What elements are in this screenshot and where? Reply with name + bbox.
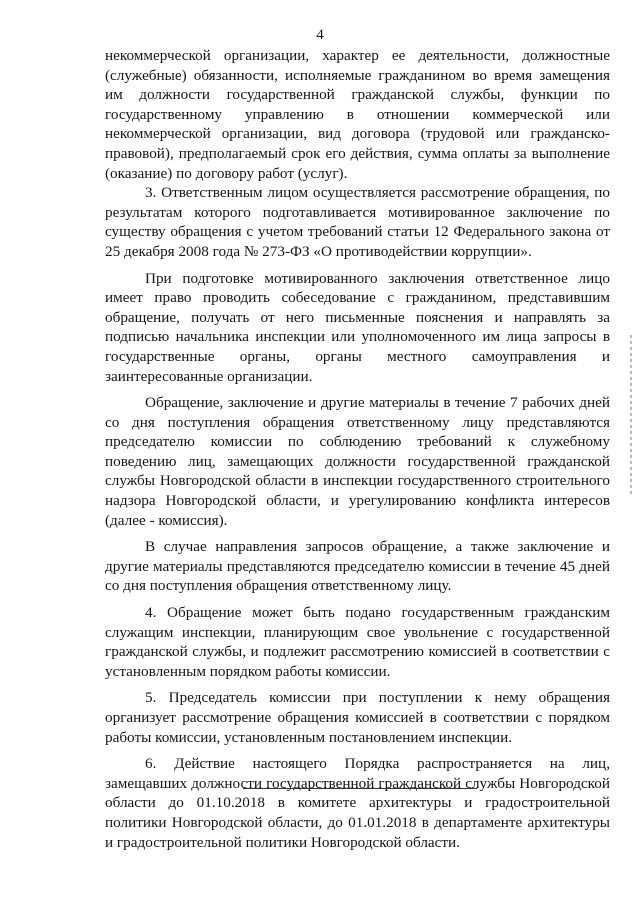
paragraph-item-4: 4. Обращение может быть подано государственным гражданским служащим инспекции, планирующим свое увольнение с государственной гражданской службы, и подлежит рассмотрению комиссией в соответствии с установленным порядком работы комиссии.: [105, 604, 610, 680]
page-number: 4: [316, 27, 324, 43]
paragraph-continuation: некоммерческой организации, характер ее деятельности, должностные (служебные) обязанности, исполняемые гражданином во время замещения им должности государственной гражданской службы, функции по государственному управлению в отношении коммерческой или некоммерческой организации, вид договора (трудовой или гражданско-правовой), предполагаемый срок его действия, сумма оплаты за выполнение (оказание) по договору работ (услуг).: [105, 47, 610, 182]
paragraph-item-5: 5. Председатель комиссии при поступлении к нему обращения организует рассмотрение обращения комиссией в соответствии с порядком работы комиссии, установленным постановлением инспекции.: [105, 689, 610, 746]
paragraph-requests-case: В случае направления запросов обращение, а также заключение и другие материалы представляются председателю комиссии в течение 45 дней со дня поступления обращения ответственному лицу.: [105, 538, 610, 595]
scan-artifact: [630, 335, 632, 495]
end-of-document-line: [243, 788, 477, 789]
paragraph-interview-right: При подготовке мотивированного заключения ответственное лицо имеет право проводить собеседование с гражданином, представившим обращение, получать от него письменные пояснения и направлять за подписью начальника инспекции или уполномоченного им лица запросы в государственные органы, органы местного самоуправления и заинтересованные организации.: [105, 269, 610, 385]
paragraph-item-6: 6. Действие настоящего Порядка распространяется на лиц, замещавших должности государственной гражданской службы Новгородской области до 01.10.2018 в комитете архитектуры и градостроительной политики Новгородской области, до 01.01.2018 в департаменте архитектуры и градостроительной политики Новгородской области.: [105, 755, 610, 851]
document-body: [105, 46, 610, 852]
paragraph-submission-to-chairman: Обращение, заключение и другие материалы в течение 7 рабочих дней со дня поступления обращения ответственному лицу представляются председателю комиссии по соблюдению требований к служебному поведению лиц, замещающих должности государственной гражданской службы Новгородской области в инспекции государственного строительного надзора Новгородской области, и урегулированию конфликта интересов (далее - комиссия).: [105, 394, 610, 529]
paragraph-item-3: 3. Ответственным лицом осуществляется рассмотрение обращения, по результатам которого подготавливается мотивированное заключение по существу обращения с учетом требований статьи 12 Федерального закона от 25 декабря 2008 года № 273-ФЗ «О противодействии коррупции».: [105, 184, 610, 260]
